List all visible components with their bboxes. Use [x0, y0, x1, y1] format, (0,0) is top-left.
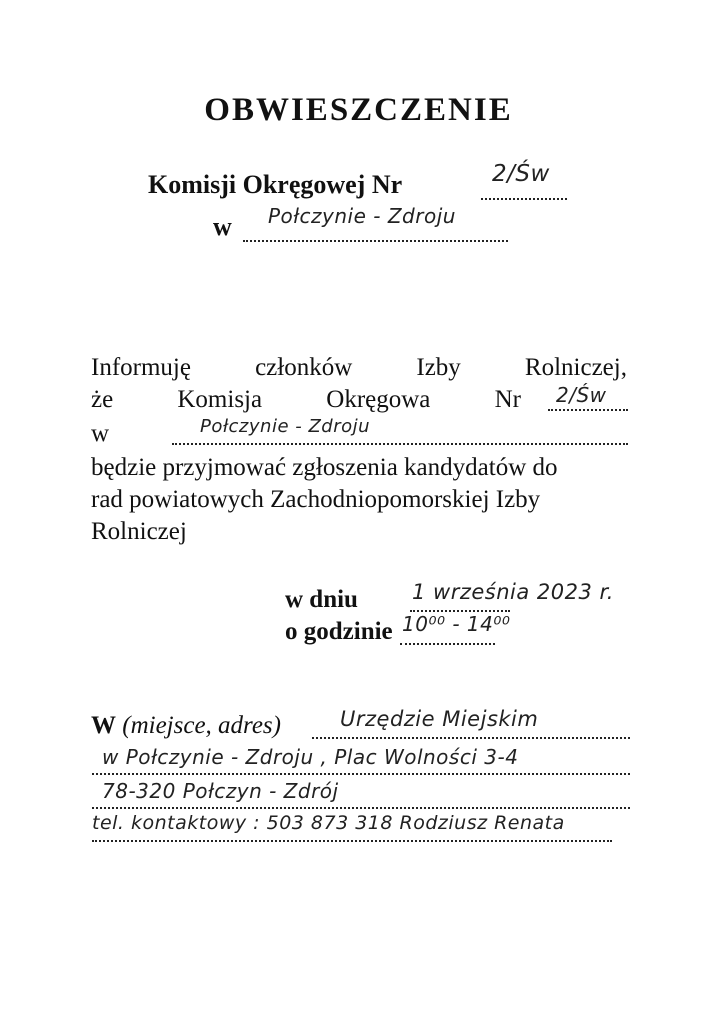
body-line-4: będzie przyjmować zgłoszenia kandydatów do	[91, 454, 558, 481]
place-line-1	[91, 712, 281, 740]
committee-prefix: Komisji Okręgowej Nr	[148, 170, 403, 199]
body-location-dotline	[172, 443, 628, 445]
place-hint: (miejsce, adres)	[122, 712, 281, 739]
place-prefix: W	[91, 712, 116, 739]
place-handwritten-3: 78-320 Połczyn - Zdrój	[102, 779, 339, 803]
committee-number-dotline	[481, 198, 567, 200]
body-word: członków	[255, 354, 353, 381]
body-word: że	[91, 386, 114, 413]
body-line-5: rad powiatowych Zachodniopomorskiej Izby	[91, 486, 541, 513]
body-location-handwritten: Połczynie - Zdroju	[200, 416, 371, 437]
location-handwritten: Połczynie - Zdroju	[268, 204, 456, 228]
place-handwritten-1: Urzędzie Miejskim	[340, 707, 539, 731]
body-number-dotline	[548, 409, 628, 411]
body-word: Nr	[494, 386, 521, 413]
place-dotline-1	[312, 737, 630, 739]
body-number-handwritten: 2/Św	[556, 383, 607, 407]
time-dotline	[400, 643, 495, 645]
time-handwritten: 10⁰⁰ - 14⁰⁰	[402, 612, 511, 636]
date-handwritten: 1 września 2023 r.	[412, 580, 614, 604]
body-word: Izby	[416, 354, 461, 381]
place-dotline-4	[92, 840, 612, 842]
location-prefix: w	[213, 212, 232, 241]
place-handwritten-2: w Połczynie - Zdroju , Plac Wolności 3-4	[102, 745, 519, 769]
place-dotline-3	[92, 807, 630, 809]
date-label: w dniu	[285, 586, 358, 613]
location-dotline	[243, 240, 508, 242]
body-line-2	[91, 386, 521, 414]
body-line-3-prefix: w	[91, 420, 110, 447]
committee-number-handwritten: 2/Św	[492, 161, 550, 187]
body-word: Okręgowa	[326, 386, 431, 413]
body-word: Rolniczej,	[524, 354, 627, 381]
time-label: o godzinie	[285, 618, 393, 645]
body-word: Informuję	[91, 354, 191, 381]
document-title: OBWIESZCZENIE	[204, 92, 513, 128]
place-dotline-2	[92, 773, 630, 775]
body-word: Komisja	[177, 386, 263, 413]
body-line-1	[91, 354, 627, 382]
place-handwritten-4: tel. kontaktowy : 503 873 318 Rodziusz Renata	[92, 812, 565, 834]
body-line-6: Rolniczej	[91, 518, 187, 545]
